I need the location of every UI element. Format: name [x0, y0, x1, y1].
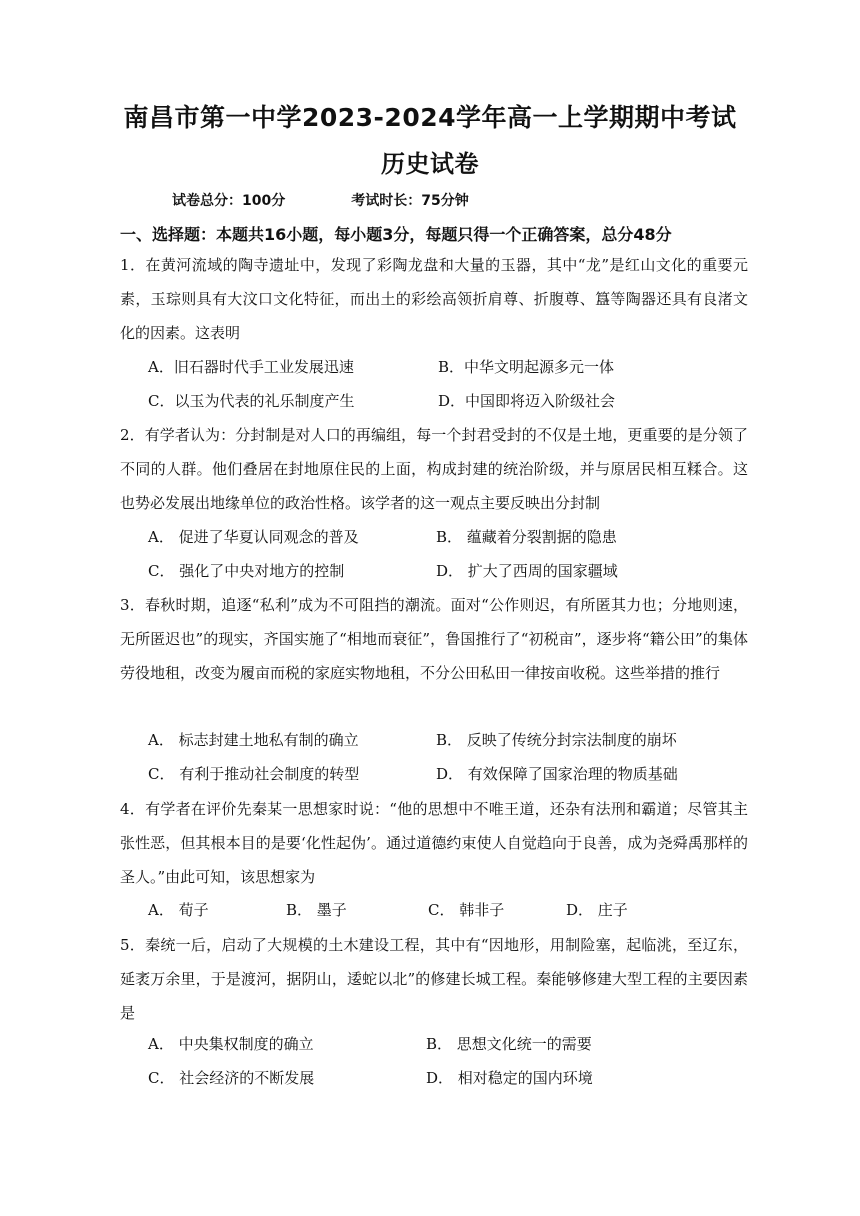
- option-a: A． 中央集权制度的确立: [148, 1035, 314, 1053]
- option-b: B． 墨子: [286, 901, 347, 919]
- option-c: C． 有利于推动社会制度的转型: [148, 765, 360, 783]
- option-b: B．中华文明起源多元一体: [438, 358, 615, 376]
- option-c: C． 强化了中央对地方的控制: [148, 562, 345, 580]
- question-stem: 5．秦统一后，启动了大规模的土木建设工程，其中有“因地形，用制险塞，起临洮，至辽东，延袤万余里，于是渡河，据阴山，逶蛇以北”的修建长城工程。秦能够修建大型工程的主要因素是: [120, 936, 748, 1022]
- exam-subtitle: 历史试卷: [381, 150, 479, 178]
- option-d: D． 相对稳定的国内环境: [426, 1069, 593, 1087]
- option-d: D．中国即将迈入阶级社会: [438, 392, 616, 410]
- section-heading: 一、选择题：本题共16小题，每小题3分，每题只得一个正确答案，总分48分: [120, 225, 672, 244]
- question-stem: 3．春秋时期，追逐“私利”成为不可阻挡的潮流。面对“公作则迟，有所匿其力也；分地则速，无所匿迟也”的现实，齐国实施了“相地而衰征”，鲁国推行了“初税亩”，逐步将“籍公田”的集体劳役地租，改变为履亩而税的家庭实物地租，不分公田私田一律按亩收税。这些举措的推行: [120, 596, 748, 682]
- option-c: C．以玉为代表的礼乐制度产生: [148, 392, 355, 410]
- exam-title: 南昌市第一中学2023-2024学年高一上学期期中考试: [123, 103, 737, 132]
- total-score: 试卷总分：100分: [172, 193, 286, 209]
- question-stem: 2．有学者认为：分封制是对人口的再编组，每一个封君受封的不仅是土地，更重要的是分领了不同的人群。他们叠居在封地原住民的上面，构成封建的统治阶级，并与原居民相互糅合。这也势必发展出地缘单位的政治性格。该学者的这一观点主要反映出分封制: [120, 426, 748, 512]
- option-d: D． 庄子: [566, 901, 628, 919]
- option-d: D． 有效保障了国家治理的物质基础: [436, 765, 678, 783]
- option-c: C． 社会经济的不断发展: [148, 1069, 315, 1087]
- option-b: B． 思想文化统一的需要: [426, 1035, 592, 1053]
- option-a: A．旧石器时代手工业发展迅速: [148, 358, 354, 376]
- exam-duration: 考试时长：75分钟: [351, 193, 469, 209]
- option-d: D． 扩大了西周的国家疆域: [436, 562, 618, 580]
- exam-meta: [172, 190, 469, 210]
- option-b: B． 反映了传统分封宗法制度的崩坏: [436, 731, 677, 749]
- question-stem: 4．有学者在评价先秦某一思想家时说：“他的思想中不唯王道，还杂有法刑和霸道；尽管其主张性恶，但其根本目的是要‘化性起伪’。通过道德约束使人自觉趋向于良善，成为尧舜禹那样的圣人。”由此可知，该思想家为: [120, 800, 748, 886]
- option-a: A． 荀子: [148, 901, 209, 919]
- option-b: B． 蕴藏着分裂割据的隐患: [436, 528, 617, 546]
- option-c: C． 韩非子: [428, 901, 505, 919]
- option-a: A． 促进了华夏认同观念的普及: [148, 528, 359, 546]
- question-stem: 1．在黄河流域的陶寺遗址中，发现了彩陶龙盘和大量的玉器，其中“龙”是红山文化的重要元素，玉琮则具有大汶口文化特征，而出土的彩绘高领折肩尊、折腹尊、簋等陶器还具有良渚文化的因素。这表明: [120, 256, 748, 342]
- option-a: A． 标志封建土地私有制的确立: [148, 731, 359, 749]
